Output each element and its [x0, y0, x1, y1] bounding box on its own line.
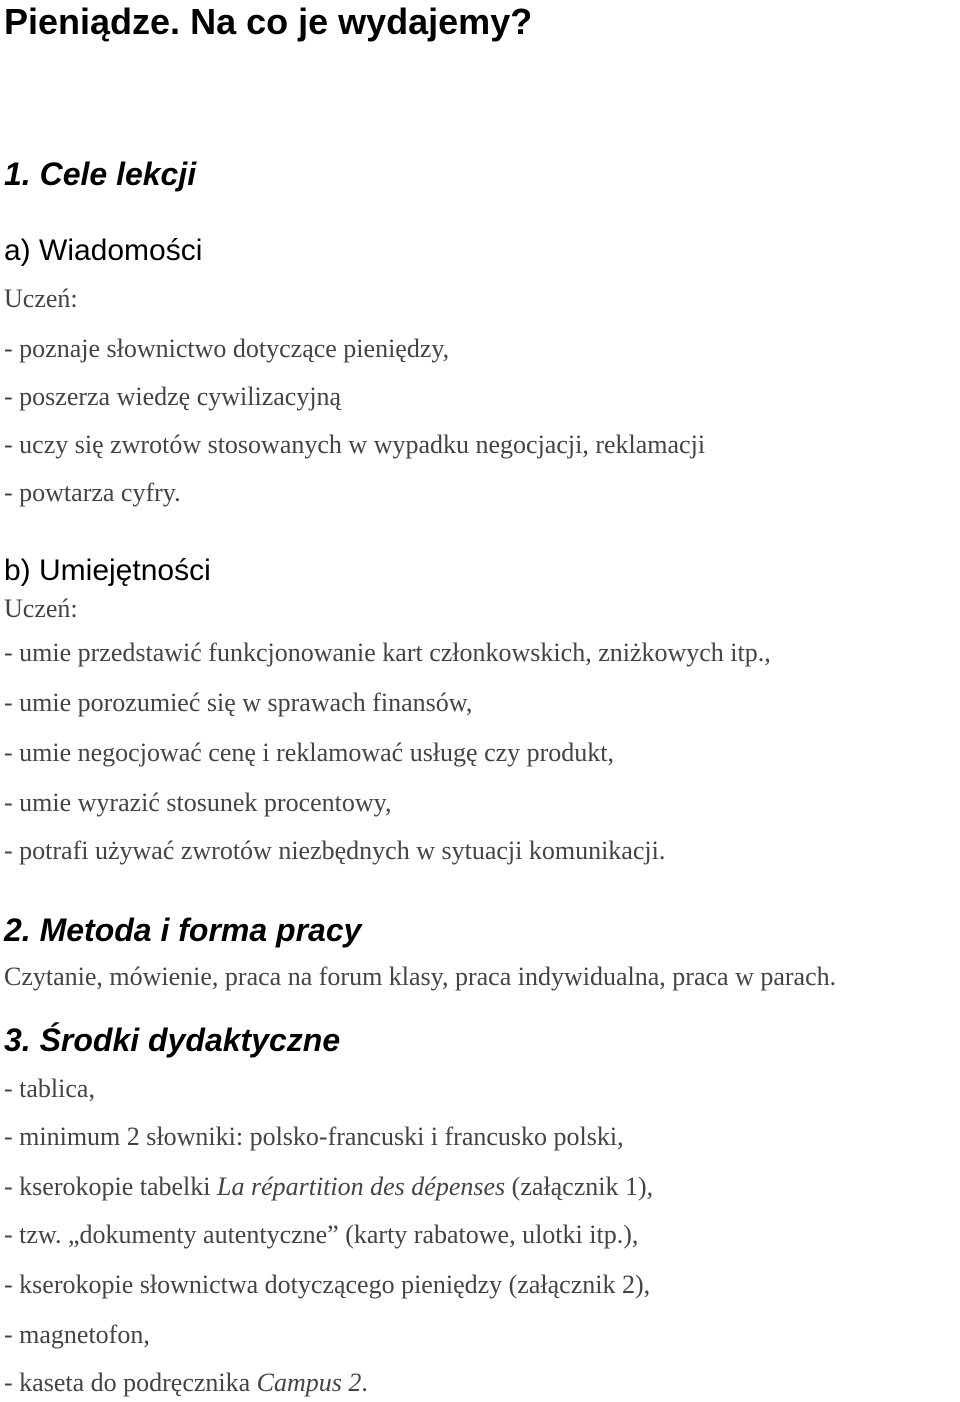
list-item [4, 1370, 368, 1396]
list-item: - potrafi używać zwrotów niezbędnych w sytuacji komunikacji. [4, 836, 666, 865]
subsection-b-heading: b) Umiejętności [4, 554, 211, 587]
list-item: - powtarza cyfry. [4, 478, 181, 507]
section-1-heading: 1. Cele lekcji [4, 156, 197, 192]
subsection-b-student-label: Uczeń: [4, 594, 78, 623]
list-item: - umie wyrazić stosunek procentowy, [4, 788, 392, 817]
document-title-reference: La répartition des dépenses [217, 1172, 506, 1201]
subsection-a-student-label: Uczeń: [4, 284, 78, 313]
list-item: - poszerza wiedzę cywilizacyjną [4, 382, 342, 411]
list-item [4, 1174, 653, 1200]
textbook-title: Campus 2 [256, 1368, 362, 1397]
list-item: - umie porozumieć się w sprawach finansów, [4, 688, 473, 717]
list-item: - umie przedstawić funkcjonowanie kart członkowskich, zniżkowych itp., [4, 638, 771, 667]
list-item-text: - kaseta do podręcznika [4, 1368, 257, 1397]
list-item: - umie negocjować cenę i reklamować usługę czy produkt, [4, 738, 615, 767]
list-item: - kserokopie słownictwa dotyczącego pieniędzy (załącznik 2), [4, 1270, 651, 1299]
list-item-text: - kserokopie tabelki [4, 1172, 217, 1201]
section-2-text: Czytanie, mówienie, praca na forum klasy, praca indywidualna, praca w parach. [4, 962, 837, 991]
list-item-text: . [361, 1368, 368, 1397]
list-item: - poznaje słownictwo dotyczące pieniędzy, [4, 334, 450, 363]
list-item: - tzw. „dokumenty autentyczne” (karty rabatowe, ulotki itp.), [4, 1220, 639, 1249]
list-item: - tablica, [4, 1074, 95, 1103]
list-item-text: (załącznik 1), [505, 1172, 654, 1201]
list-item: - uczy się zwrotów stosowanych w wypadku negocjacji, reklamacji [4, 430, 706, 459]
section-2-heading: 2. Metoda i forma pracy [4, 912, 362, 948]
section-3-heading: 3. Środki dydaktyczne [4, 1022, 341, 1058]
list-item: - minimum 2 słowniki: polsko-francuski i francusko polski, [4, 1122, 624, 1151]
subsection-a-heading: a) Wiadomości [4, 234, 203, 267]
document-title: Pieniądze. Na co je wydajemy? [4, 1, 533, 42]
list-item: - magnetofon, [4, 1320, 150, 1349]
